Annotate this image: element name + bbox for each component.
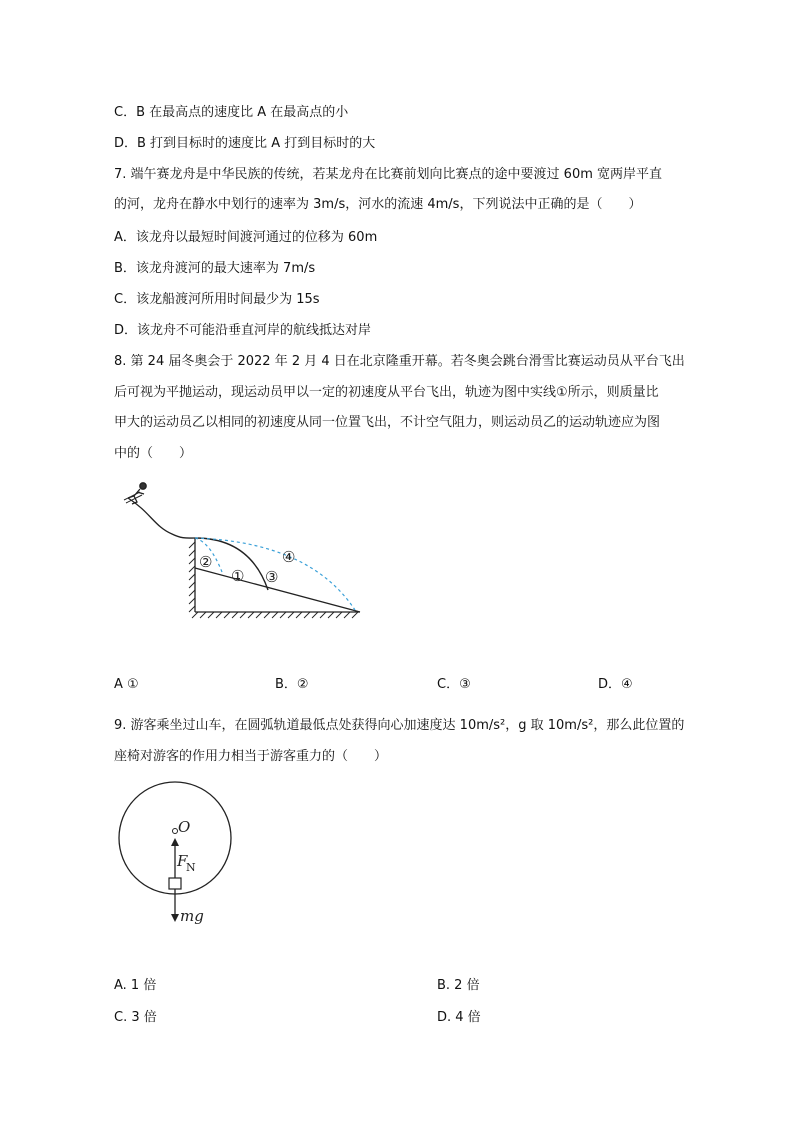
q8-option-d: D．④ <box>598 677 633 692</box>
center-label: O <box>178 818 191 836</box>
q9-stem-line1: 9. 游客乘坐过山车，在圆弧轨道最低点处获得向心加速度达 10m/s²，g 取 10m/s²，那么此位置的 <box>114 718 685 733</box>
q9-option-d: D. 4 倍 <box>437 1010 481 1025</box>
q9-stem-line2: 座椅对游客的作用力相当于游客重力的（ ） <box>114 749 388 764</box>
label-3: ③ <box>265 568 279 586</box>
q6-option-c: C．B 在最高点的速度比 A 在最高点的小 <box>114 105 349 120</box>
skier-icon <box>124 483 146 504</box>
q7-option-d: D．该龙舟不可能沿垂直河岸的航线抵达对岸 <box>114 323 372 338</box>
ski-jump-figure <box>110 472 370 632</box>
ramp-curve <box>128 498 195 538</box>
center-point <box>173 829 178 834</box>
label-4: ④ <box>282 548 296 566</box>
loop-figure <box>110 780 260 930</box>
q7-option-b: B．该龙舟渡河的最大速率为 7m/s <box>114 261 316 276</box>
ground-hatching <box>192 612 358 618</box>
label-2: ② <box>199 553 213 571</box>
gravity-label: mg <box>180 907 204 925</box>
normal-force-label: F <box>177 852 188 870</box>
q7-stem-line2: 的河，龙舟在静水中划行的速率为 3m/s，河水的流速 4m/s，下列说法中正确的是（ ） <box>114 197 642 212</box>
q8-option-b: B．② <box>275 677 309 692</box>
label-1: ① <box>231 567 245 585</box>
q8-stem-line1: 8. 第 24 届冬奥会于 2022 年 2 月 4 日在北京隆重开幕。若冬奥会跳台滑雪比赛运动员从平台飞出 <box>114 354 685 369</box>
q7-option-c: C．该龙船渡河所用时间最少为 15s <box>114 292 320 307</box>
q8-option-c: C．③ <box>437 677 471 692</box>
wall-hatching <box>189 542 195 612</box>
q9-option-c: C. 3 倍 <box>114 1010 157 1025</box>
q8-option-a: A ① <box>114 677 139 692</box>
q9-option-a: A. 1 倍 <box>114 978 157 993</box>
q8-stem-line4: 中的（ ） <box>114 446 193 461</box>
q7-option-a: A．该龙舟以最短时间渡河通过的位移为 60m <box>114 230 378 245</box>
passenger-box <box>169 878 181 889</box>
gravity-arrowhead <box>171 914 179 922</box>
normal-force-arrowhead <box>171 838 179 846</box>
q8-stem-line2: 后可视为平抛运动，现运动员甲以一定的初速度从平台飞出，轨迹为图中实线①所示，则质量比 <box>114 385 659 400</box>
normal-force-subscript: N <box>186 861 196 874</box>
q6-option-d: D．B 打到目标时的速度比 A 打到目标时的大 <box>114 136 376 151</box>
q9-option-b: B. 2 倍 <box>437 978 480 993</box>
q8-stem-line3: 甲大的运动员乙以相同的初速度从同一位置飞出，不计空气阻力，则运动员乙的运动轨迹应为图 <box>114 415 661 430</box>
q7-stem-line1: 7. 端午赛龙舟是中华民族的传统，若某龙舟在比赛前划向比赛点的途中要渡过 60m 宽两岸平直 <box>114 167 663 182</box>
